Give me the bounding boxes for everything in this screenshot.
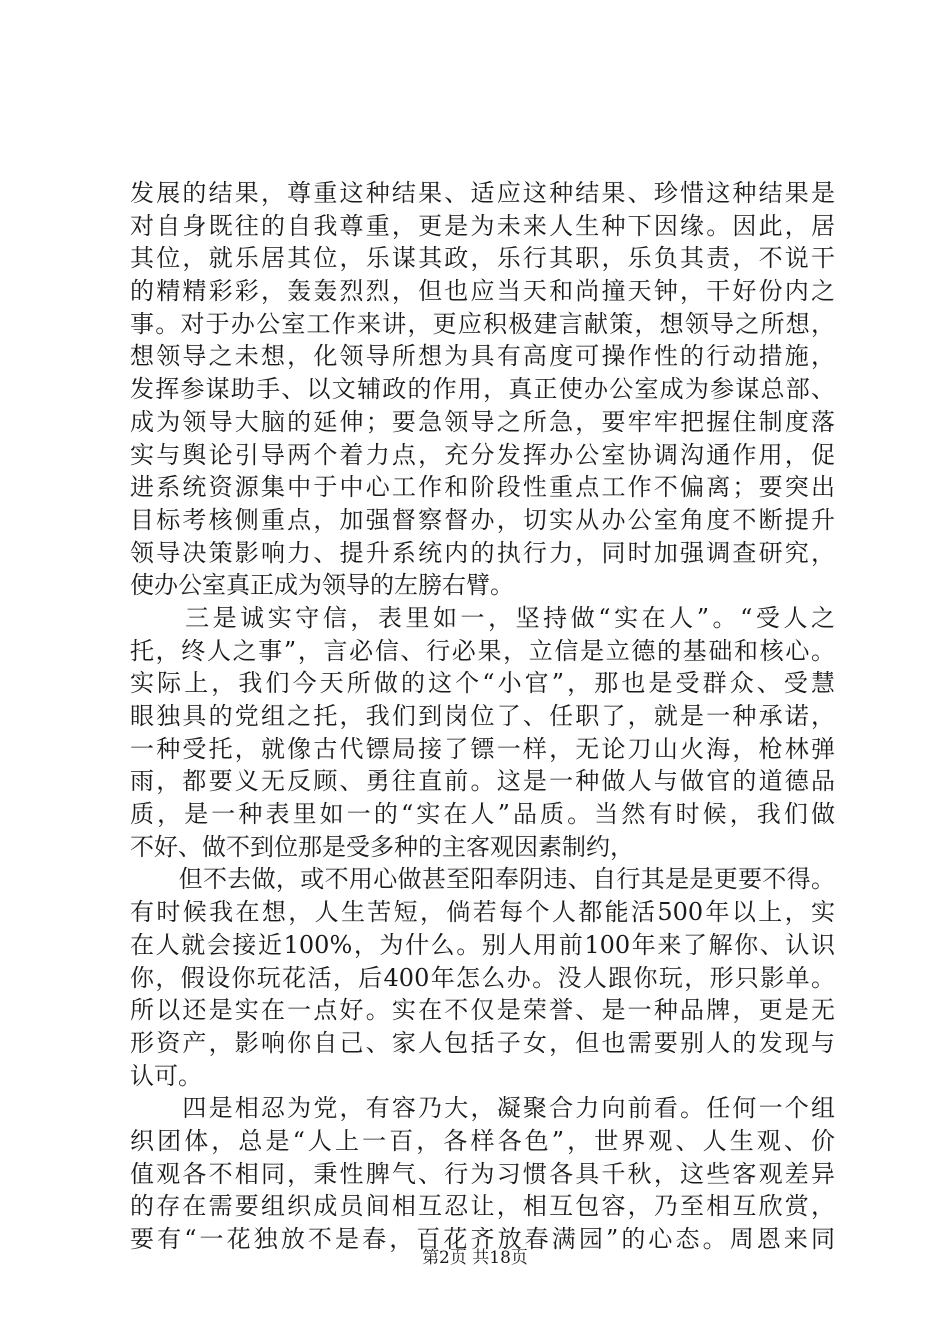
text-line: 使办公室真正成为领导的左膀右臂。	[130, 571, 514, 600]
text-line: 目标考核侧重点，加强督察督办，切实从办公室角度不断提升	[130, 505, 835, 534]
text-line: 的精精彩彩，轰轰烈烈，但也应当天和尚撞天钟，干好份内之	[130, 277, 835, 306]
text-line: 眼独具的党组之托，我们到岗位了、任职了，就是一种承诺，	[130, 702, 835, 730]
text-line: 你，假设你玩花活，后400年怎么办。没人跟你玩，形只影单。	[130, 963, 835, 992]
text-line: 织团体，总是“人上一百，各样各色”，世界观、人生观、价	[130, 1126, 835, 1155]
text-line: 托，终人之事”，言必信、行必果，立信是立德的基础和核心。	[130, 636, 835, 665]
text-line: 的存在需要组织成员间相互忍让，相互包容，乃至相互欣赏，	[130, 1192, 835, 1221]
text-line: 发展的结果，尊重这种结果、适应这种结果、珍惜这种结果是	[130, 179, 835, 207]
text-line: 进系统资源集中于中心工作和阶段性重点工作不偏离；要突出	[130, 473, 835, 502]
body-text	[130, 177, 835, 1256]
text-line: 三是诚实守信，表里如一，坚持做“实在人”。“受人之	[130, 603, 835, 632]
text-line: 值观各不相同，秉性脾气、行为习惯各具千秋，这些客观差异	[130, 1159, 835, 1188]
text-line: 对自身既往的自我尊重，更是为未来人生种下因缘。因此，居	[130, 211, 835, 240]
text-line: 雨，都要义无反顾、勇往直前。这是一种做人与做官的道德品	[130, 767, 835, 796]
text-line: 成为领导大脑的延伸；要急领导之所急，要牢牢把握住制度落	[130, 407, 835, 436]
text-line: 在人就会接近100%，为什么。别人用前100年来了解你、认识	[130, 930, 835, 959]
text-line: 质，是一种表里如一的“实在人”品质。当然有时候，我们做	[130, 800, 835, 829]
text-line: 实际上，我们今天所做的这个“小官”，那也是受群众、受慧	[130, 669, 835, 698]
text-line: 要有“一花独放不是春，百花齐放春满园”的心态。周恩来同	[130, 1225, 835, 1253]
text-line: 认可。	[130, 1061, 202, 1090]
text-line: 事。对于办公室工作来讲，更应积极建言献策，想领导之所想，	[130, 309, 835, 338]
text-line: 想领导之未想，化领导所想为具有高度可操作性的行动措施，	[130, 342, 835, 371]
text-line: 所以还是实在一点好。实在不仅是荣誉、是一种品牌，更是无	[130, 996, 835, 1025]
text-line: 有时候我在想，人生苦短，倘若每个人都能活500年以上，实	[130, 898, 835, 927]
text-line: 四是相忍为党，有容乃大，凝聚合力向前看。任何一个组	[130, 1094, 835, 1123]
text-line: 实与舆论引导两个着力点，充分发挥办公室协调沟通作用，促	[130, 440, 835, 469]
text-line: 领导决策影响力、提升系统内的执行力，同时加强调查研究，	[130, 538, 835, 567]
text-line: 一种受托，就像古代镖局接了镖一样，无论刀山火海，枪林弹	[130, 734, 835, 763]
text-line: 形资产，影响你自己、家人包括子女，但也需要别人的发现与	[130, 1028, 835, 1057]
page-footer	[0, 1243, 950, 1268]
text-line: 其位，就乐居其位，乐谋其政，乐行其职，乐负其责，不说干	[130, 244, 835, 273]
text-line: 但不去做，或不用心做甚至阳奉阴违、自行其是是更要不得。	[130, 865, 835, 894]
text-line: 发挥参谋助手、以文辅政的作用，真正使办公室成为参谋总部、	[130, 375, 835, 404]
page-number-label: 第2页 共18页	[422, 1248, 528, 1268]
text-line: 不好、做不到位那是受多种的主客观因素制约，	[130, 832, 634, 861]
